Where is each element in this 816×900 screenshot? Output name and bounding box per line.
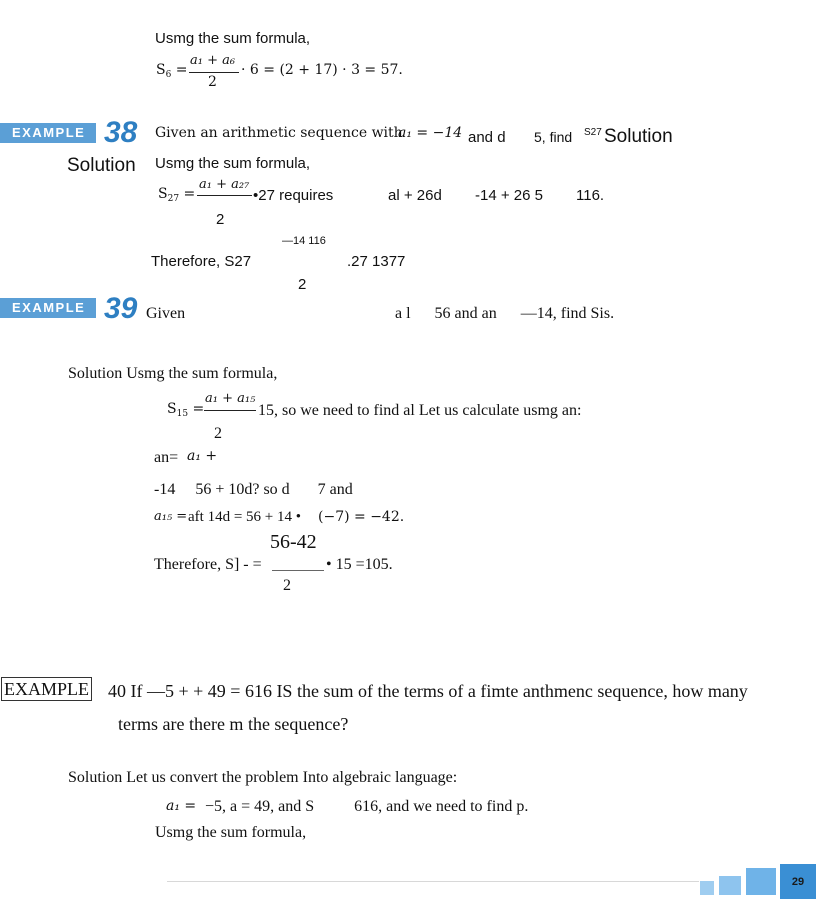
ex39-fraction-bar xyxy=(272,570,324,571)
ex38-usmg: Usmg the sum formula, xyxy=(155,155,311,172)
s6-symbol: $S_6$ = xyxy=(156,62,188,80)
ex40-question-line2: terms are there m the sequence? xyxy=(118,714,349,734)
s15-denominator: 2 xyxy=(214,425,222,442)
ex39-a15-math: (−7) = −42. xyxy=(318,509,405,525)
ex39-given: Given xyxy=(146,305,186,322)
example-badge-39: EXAMPLE xyxy=(0,298,96,318)
example-number-38: 38 xyxy=(104,116,138,149)
ex39-a15-rest: aft 14d = 56 + 14 • xyxy=(188,509,301,525)
ex40-condition: −5, a = 49, and S 616, and we need to find p. xyxy=(205,798,529,815)
s27-fraction-bar xyxy=(197,195,252,196)
s27-denominator: 2 xyxy=(216,211,225,228)
ex38-solution-tail: Solution xyxy=(604,126,673,147)
ex38-therefore: Therefore, S27 xyxy=(151,253,252,270)
ex38-s27-small: S27 xyxy=(584,127,602,138)
footer-square-3 xyxy=(746,868,776,895)
ex38-solution-label: Solution xyxy=(67,155,136,176)
ex39-an-rest: a₁ + xyxy=(187,448,218,464)
ex39-denominator: 2 xyxy=(283,577,291,594)
ex38-al: al + 26d xyxy=(388,187,442,204)
ex38-requires: •27 requires xyxy=(253,187,334,204)
example-badge-38: EXAMPLE xyxy=(0,123,96,143)
s27-numerator: a₁ + a₂₇ xyxy=(199,177,250,192)
s15-symbol: $S_{15}$ = xyxy=(167,401,205,419)
footer-square-2 xyxy=(719,876,741,895)
ex39-times: • 15 =105. xyxy=(326,556,393,573)
ex38-and-d: and d xyxy=(468,129,506,146)
ex40-question-line1: 40 If —5 + + 49 = 616 IS the sum of the terms of a fimte anthmenc sequence, how many xyxy=(108,681,748,701)
ex38-result: 116. xyxy=(576,187,605,204)
ex38-numerator2: —14 116 xyxy=(282,235,326,247)
ex38-calc: -14 + 26 5 xyxy=(475,187,543,204)
footer-rule xyxy=(167,881,699,882)
ex39-a15: a₁₅ = xyxy=(154,509,188,524)
s15-numerator: a₁ + a₁₅ xyxy=(205,391,256,406)
ex38-find: 5, find xyxy=(534,129,573,145)
example-number-39: 39 xyxy=(104,292,138,325)
s15-fraction-bar xyxy=(204,410,256,411)
sum-formula-intro: Usmg the sum formula, xyxy=(155,30,311,47)
ex39-solution: Solution Usmg the sum formula, xyxy=(68,365,278,382)
ex39-condition: a l 56 and an —14, find Sis. xyxy=(395,305,615,322)
s6-fraction-bar xyxy=(189,72,239,73)
footer-square-1 xyxy=(700,881,714,895)
ex39-equation-line: -14 56 + 10d? so d 7 and xyxy=(154,481,353,498)
ex39-numerator-5642: 56-42 xyxy=(270,531,317,553)
s6-denominator: 2 xyxy=(208,74,217,90)
ex39-therefore: Therefore, S] - = xyxy=(154,556,262,573)
ex40-usmg: Usmg the sum formula, xyxy=(155,824,307,841)
example-badge-40: EXAMPLE xyxy=(1,677,92,701)
ex39-after-formula: 15, so we need to find al Let us calculate usmg an: xyxy=(258,402,582,419)
ex38-denominator2: 2 xyxy=(298,276,307,293)
page-number: 29 xyxy=(780,864,816,899)
ex40-solution: Solution Let us convert the problem Into algebraic language: xyxy=(68,769,458,786)
ex38-given: Given an arithmetic sequence with xyxy=(155,125,403,141)
ex39-an: an= xyxy=(154,449,179,466)
s27-symbol: $S_{27}$ = xyxy=(158,186,196,204)
s6-result: · 6 = (2 + 17) · 3 = 57. xyxy=(241,62,403,78)
ex40-a1: a₁ = xyxy=(166,798,197,814)
s6-numerator: a₁ + a₆ xyxy=(190,53,236,68)
ex38-a1: a₁ = −14 xyxy=(398,125,463,141)
ex38-therefore-result: .27 1377 xyxy=(347,253,406,270)
